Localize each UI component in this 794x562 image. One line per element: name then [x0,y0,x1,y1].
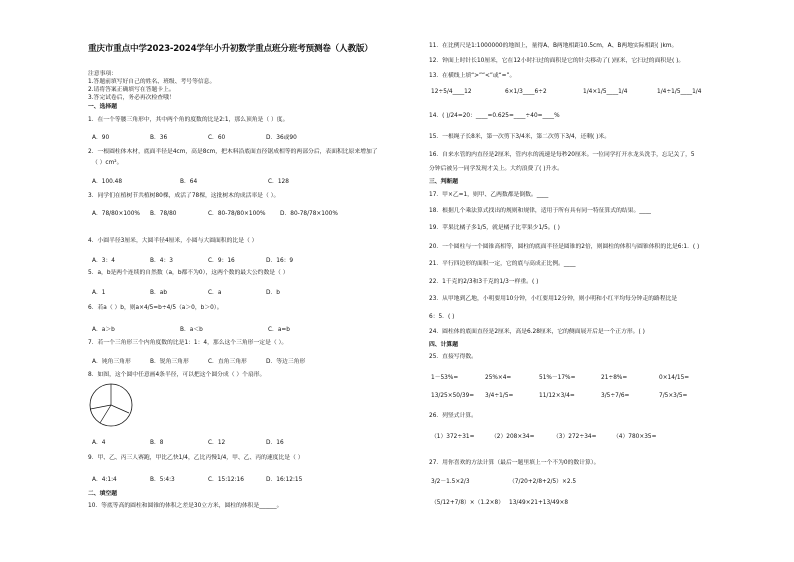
circle-figure [88,382,134,428]
question-16-cont: 分钟后被另一同学发现才关上。大约浪费了( )升水。 [429,166,563,172]
calc-item: （4）780×35= [613,434,657,440]
question-7: 7．若一个三角形三个内角度数的比是1：1：4，那么这个三角形一定是（ ）。 [88,340,288,346]
question-27-row2 [431,497,568,506]
section-heading: 二、填空题 [88,491,117,497]
option: D．16：9 [266,258,294,264]
calc-item: （7/20+2/8+2/5）×2.5 [509,479,577,485]
question-15: 15．一根绳子长8米，第一次剪下3/4米，第二次剪下3/4，还剩( )米。 [429,134,611,140]
question-8-options [92,437,284,446]
notice-heading: 注意事项： [88,71,117,77]
question-9: 9．甲、乙、丙三人赛跑，甲比乙快1/4，乙比丙慢1/4，甲、乙、丙的速度比是（ ） [88,455,304,461]
calc-item: 3/4÷1/5= [485,393,514,399]
question-5-options [92,287,280,296]
option: A．78/80×100% [92,211,140,217]
question-2-cont: （ ）cm²。 [92,160,123,166]
calc-item: （5/12+7/8）×（1.2×8） [431,500,505,506]
question-25: 25．直接写得数。 [429,354,477,360]
calc-item: 13/49×21+13/49×8 [509,500,569,506]
calc-item: （3）272÷34= [553,434,597,440]
question-3-options [92,208,338,217]
option: D．等边三角形 [266,359,306,365]
option: A．1 [92,290,106,296]
option: D．16 [266,440,284,446]
option: D．b [266,290,280,296]
question-6-options [92,324,290,333]
question-24: 24．圆柱体的底面直径是2厘米，高是6.28厘米，它的侧面展开后是一个正方形。( ) [429,329,645,335]
compare-item: 1/4÷1/5____1/4 [657,89,702,95]
option: B．4：3 [150,258,173,264]
notice-item: 1.答题前填写好自己的姓名、班级、考号等信息。 [88,79,216,85]
question-3: 3．同学们在植树节共植树80棵，成活了78棵，这批树木的成活率是（ ）。 [88,193,280,199]
question-2: 2．一根圆柱体木材，底面半径是4cm，高是8cm，把木料沿底面直径锯成相等的两部分后，表面积比原来增加了 [88,149,378,155]
section-heading: 四、计算题 [429,342,458,348]
option: A．4 [92,440,106,446]
option: C．12 [208,440,226,446]
option: B．a＜b [180,327,203,333]
calc-item: 13/25×50/39= [431,393,475,399]
question-9-options [92,474,302,483]
question-25-row1 [431,372,689,381]
option: C．直角三角形 [208,359,247,365]
question-23-cont: 6：5．( ) [429,314,455,320]
option: C．128 [268,179,289,185]
question-27-row1 [431,476,576,485]
question-22: 22．1千克的2/3和3千克的1/3一样重。( ) [429,279,539,285]
option: A．100.48 [92,179,123,185]
question-23: 23．从甲地到乙地，小明要用10分钟，小红要用12分钟，则小明和小红平均每分钟走的路程比是 [429,296,678,302]
question-17: 17．甲×乙=1，则甲、乙两数都是倒数。____ [429,192,549,198]
question-26-items [431,431,656,440]
option: A．钝角三角形 [92,359,131,365]
question-4: 4．小圆半径3厘米，大圆半径4厘米，小圆与大圆面积的比是（ ） [88,238,258,244]
option: A．3：4 [92,258,115,264]
option: C．a [208,290,222,296]
option: B．ab [150,290,168,296]
question-10: 10．等底等高的圆柱和圆锥的体积之差是30立方米，圆柱的体积是______。 [88,503,283,509]
compare-item: 12÷5/4____12 [431,89,472,95]
option: D．36或90 [266,135,297,141]
question-26: 26．列竖式计算。 [429,413,477,419]
calc-item: （1）372÷31= [431,434,475,440]
option: B．36 [150,135,168,141]
option: B．8 [150,440,164,446]
question-4-options [92,255,293,264]
question-14: 14．( )/24=20：____=0.625=____÷40=____% [429,113,560,119]
question-11: 11．在比例尺是1:1000000的地图上，量得A、B两地相距10.5cm，A、B两地实际相距( )km。 [429,43,678,49]
option: C．9：16 [208,258,235,264]
compare-item: 1/4×1/5____1/4 [583,89,628,95]
calc-item: 25%×4= [485,375,512,381]
question-13-items [431,89,701,95]
calc-item: 21÷8%= [601,375,628,381]
question-7-options [92,356,305,365]
question-27: 27．用你喜欢的方法计算（最后一题里填上一个不为0的数计算）。 [429,460,600,466]
calc-item: 3/5÷7/6= [601,393,630,399]
option: B．锐角三角形 [150,359,189,365]
section-heading: 一、选择题 [88,104,117,110]
option: A．4:1:4 [92,477,117,483]
question-8: 8．如图，这个圆中任意画4条半径，可以把这个圆分成（ ）个扇形。 [88,372,266,378]
option: A．90 [92,135,110,141]
question-5: 5．a，b是两个连续的自然数（a，b都不为0），这两个数的最大公约数是（ ） [88,270,289,276]
calc-item: 3/2－1.5×2/3 [431,479,470,485]
question-13: 13．在横线上填“>”“<”或“=”。 [429,73,516,79]
option: C．a=b [268,327,290,333]
option: C．80-78/80×100% [208,211,266,217]
option: B．64 [180,179,198,185]
question-1-options [92,132,297,141]
option: D．80-78/78×100% [280,211,338,217]
calc-item: （2）208×34= [491,434,535,440]
option: D．16:12:15 [266,477,303,483]
option: B．78/80 [150,211,177,217]
option: C．60 [208,135,226,141]
calc-item: 51%－17%= [539,375,576,381]
question-16: 16．自来水管的内直径是2厘米，管内水的流速是每秒20厘米。一位同学打开水龙头洗手，忘记关了，5 [429,152,695,158]
calc-item: 11/12×3/4= [539,393,575,399]
option: A．a＞b [92,327,115,333]
question-20: 20．一个圆柱与一个圆锥高相等，圆柱的底面半径是圆锥的2倍，则圆柱的体积与圆锥体积的比是6:1．( ) [429,244,700,250]
page-title: 重庆市重点中学2023-2024学年小升初数学重点班分班考预测卷（人教版） [88,44,373,54]
question-19: 19．苹果比橘子多1/5，就是橘子比苹果少1/5。( ) [429,225,560,231]
question-21: 21．平行四边形的面积一定，它的底与高成正比例。____ [429,261,576,267]
calc-item: 0×14/15= [659,375,690,381]
question-18: 18．根据几个乘法算式找出的规则和规律，适用于所有具有同一特征算式的结果。____ [429,208,651,214]
notice-item: 3.答完试卷后，务必再次检查哦！ [88,95,175,101]
question-1: 1．在一个等腰三角形中，其中两个角的度数的比是2:1，那么顶角是（ ）度。 [88,117,289,123]
question-12: 12．钟面上时针长10厘米，它在12小时扫过的面积是它的针尖移动了( )厘米，它扫过的面积是( )。 [429,58,685,64]
question-2-options [92,176,289,185]
option: C．15:12:16 [208,477,244,483]
question-6: 6．若a（ ）b，则a×4/5=b÷4/5（a＞0，b＞0）。 [88,305,223,311]
calc-item: 1－53%= [431,375,459,381]
compare-item: 6×1/3____6÷2 [505,89,547,95]
question-25-row2 [431,393,687,399]
notice-item: 2.请将答案正确填写在答题卡上。 [88,87,175,93]
calc-item: 7/5×3/5= [659,393,688,399]
section-heading: 三、判断题 [429,179,458,185]
option: B．5:4:3 [150,477,175,483]
